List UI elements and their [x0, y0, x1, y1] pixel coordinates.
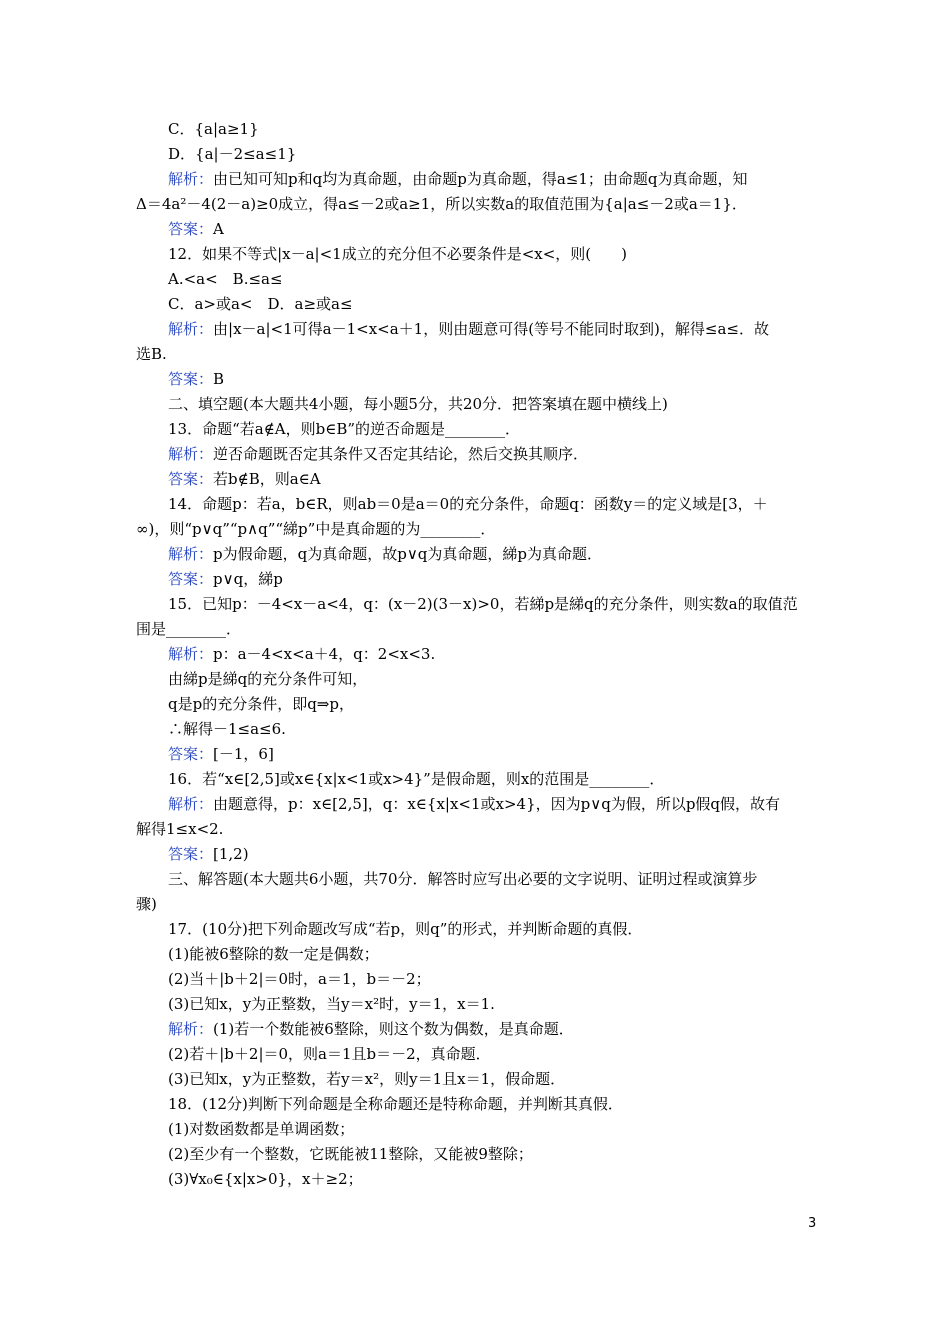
line-text: (1)若一个数能被6整除，则这个数为偶数，是真命题．	[213, 1020, 574, 1038]
page-content	[136, 117, 816, 1192]
answer-label: 答案：	[168, 470, 214, 488]
analysis-label: 解析：	[168, 320, 214, 338]
analysis-label: 解析：	[168, 445, 214, 463]
line-text: 骤)	[136, 895, 157, 913]
text-line	[136, 517, 816, 542]
line-text: C．a>或a< D．a≥或a≤	[168, 295, 353, 313]
line-text: (3)已知x，y为正整数，当y＝x²时，y＝1，x＝1.	[168, 995, 495, 1013]
line-text: 若b∉B，则a∈A	[213, 470, 321, 488]
line-text: 17．(10分)把下列命题改写成“若p，则q”的形式，并判断命题的真假．	[168, 920, 643, 938]
text-line	[136, 492, 816, 517]
line-text: A.<a< B.≤a≤	[168, 270, 283, 288]
text-line	[136, 767, 816, 792]
line-text: 由题意得，p：x∈[2,5]，q：x∈{x|x<1或x>4}，因为p∨q为假，所以p假q假，故有	[213, 795, 781, 813]
line-text: 二、填空题(本大题共4小题，每小题5分，共20分．把答案填在题中横线上)	[168, 395, 668, 413]
line-text: (1)对数函数都是单调函数；	[168, 1120, 355, 1138]
text-line	[136, 917, 816, 942]
line-text: 由綈p是綈q的充分条件可知，	[168, 670, 368, 688]
text-line	[136, 167, 816, 192]
text-line	[136, 1067, 816, 1092]
text-line	[136, 392, 816, 417]
text-line	[136, 642, 816, 667]
text-line	[136, 467, 816, 492]
text-line	[136, 317, 816, 342]
line-text: 三、解答题(本大题共6小题，共70分．解答时应写出必要的文字说明、证明过程或演算步	[168, 870, 758, 888]
text-line	[136, 567, 816, 592]
text-line	[136, 192, 816, 217]
text-line	[136, 1092, 816, 1117]
text-line	[136, 817, 816, 842]
analysis-label: 解析：	[168, 795, 214, 813]
text-line	[136, 617, 816, 642]
text-line	[136, 742, 816, 767]
line-text: [1,2)	[213, 845, 249, 863]
line-text: 逆否命题既否定其条件又否定其结论，然后交换其顺序．	[213, 445, 589, 463]
analysis-label: 解析：	[168, 545, 214, 563]
line-text: q是p的充分条件，即q⇒p，	[168, 695, 354, 713]
line-text: (2)若＋|b＋2|＝0，则a＝1且b＝－2，真命题．	[168, 1045, 491, 1063]
text-line	[136, 217, 816, 242]
line-text: D．{a|－2≤a≤1}	[168, 145, 297, 163]
line-text: (3)∀x₀∈{x|x>0}，x＋≥2；	[168, 1170, 363, 1188]
line-text: (3)已知x，y为正整数，若y＝x²，则y＝1且x＝1，假命题．	[168, 1070, 566, 1088]
text-line	[136, 292, 816, 317]
answer-label: 答案：	[168, 370, 214, 388]
line-text: 14．命题p：若a，b∈R，则ab＝0是a＝0的充分条件，命题q：函数y＝的定义域是[3，＋	[168, 495, 768, 513]
text-line	[136, 1042, 816, 1067]
line-text: 解得1≤x<2.	[136, 820, 224, 838]
text-line	[136, 942, 816, 967]
line-text: B	[213, 370, 225, 388]
answer-label: 答案：	[168, 845, 214, 863]
line-text: 由已知可知p和q均为真命题，由命题p为真命题，得a≤1；由命题q为真命题，知	[213, 170, 748, 188]
text-line	[136, 417, 816, 442]
line-text: 13．命题“若a∉A，则b∈B”的逆否命题是________．	[168, 420, 521, 438]
text-line	[136, 442, 816, 467]
answer-label: 答案：	[168, 220, 214, 238]
text-line	[136, 342, 816, 367]
answer-label: 答案：	[168, 745, 214, 763]
text-line	[136, 1167, 816, 1192]
analysis-label: 解析：	[168, 645, 214, 663]
line-text: p：a－4<x<a＋4，q：2<x<3.	[213, 645, 436, 663]
text-line	[136, 142, 816, 167]
line-text: ∴解得－1≤a≤6.	[168, 720, 286, 738]
text-line	[136, 717, 816, 742]
line-text: p∨q，綈p	[213, 570, 283, 588]
line-text: Δ＝4a²－4(2－a)≥0成立，得a≤－2或a≥1，所以实数a的取值范围为{a|a≤－2或a＝1}．	[136, 195, 747, 213]
answer-label: 答案：	[168, 570, 214, 588]
line-text: 16．若“x∈[2,5]或x∈{x|x<1或x>4}”是假命题，则x的范围是________．	[168, 770, 665, 788]
analysis-label: 解析：	[168, 1020, 214, 1038]
line-text: 围是________．	[136, 620, 242, 638]
line-text: (1)能被6整除的数一定是偶数；	[168, 945, 379, 963]
text-line	[136, 367, 816, 392]
line-text: (2)至少有一个整数，它既能被11整除，又能被9整除；	[168, 1145, 533, 1163]
line-text: 选B.	[136, 345, 167, 363]
text-line	[136, 117, 816, 142]
line-text: (2)当＋|b＋2|＝0时，a＝1，b＝－2；	[168, 970, 431, 988]
line-text: 18．(12分)判断下列命题是全称命题还是特称命题，并判断其真假．	[168, 1095, 623, 1113]
text-line	[136, 892, 816, 917]
text-line	[136, 1017, 816, 1042]
text-line	[136, 792, 816, 817]
line-text: [－1，6]	[213, 745, 274, 763]
text-line	[136, 967, 816, 992]
text-line	[136, 867, 816, 892]
line-text: A	[213, 220, 224, 238]
line-text: C．{a|a≥1}	[168, 120, 259, 138]
line-text: 15．已知p：－4<x－a<4，q：(x－2)(3－x)>0，若綈p是綈q的充分条件，则实数a的取值范	[168, 595, 798, 613]
text-line	[136, 692, 816, 717]
line-text: 由|x－a|<1可得a－1<x<a＋1，则由题意可得(等号不能同时取到)，解得≤a≤．故	[213, 320, 769, 338]
text-line	[136, 267, 816, 292]
text-line	[136, 667, 816, 692]
line-text: ∞)，则“p∨q”“p∧q”“綈p”中是真命题的为________．	[136, 520, 496, 538]
text-line	[136, 592, 816, 617]
text-line	[136, 1117, 816, 1142]
analysis-label: 解析：	[168, 170, 214, 188]
text-line	[136, 542, 816, 567]
text-line	[136, 242, 816, 267]
page-number: 3	[808, 1216, 817, 1231]
line-text: p为假命题，q为真命题，故p∨q为真命题，綈p为真命题．	[213, 545, 603, 563]
line-text: 12．如果不等式|x－a|<1成立的充分但不必要条件是<x<，则( )	[168, 245, 628, 263]
text-line	[136, 1142, 816, 1167]
text-line	[136, 992, 816, 1017]
text-line	[136, 842, 816, 867]
